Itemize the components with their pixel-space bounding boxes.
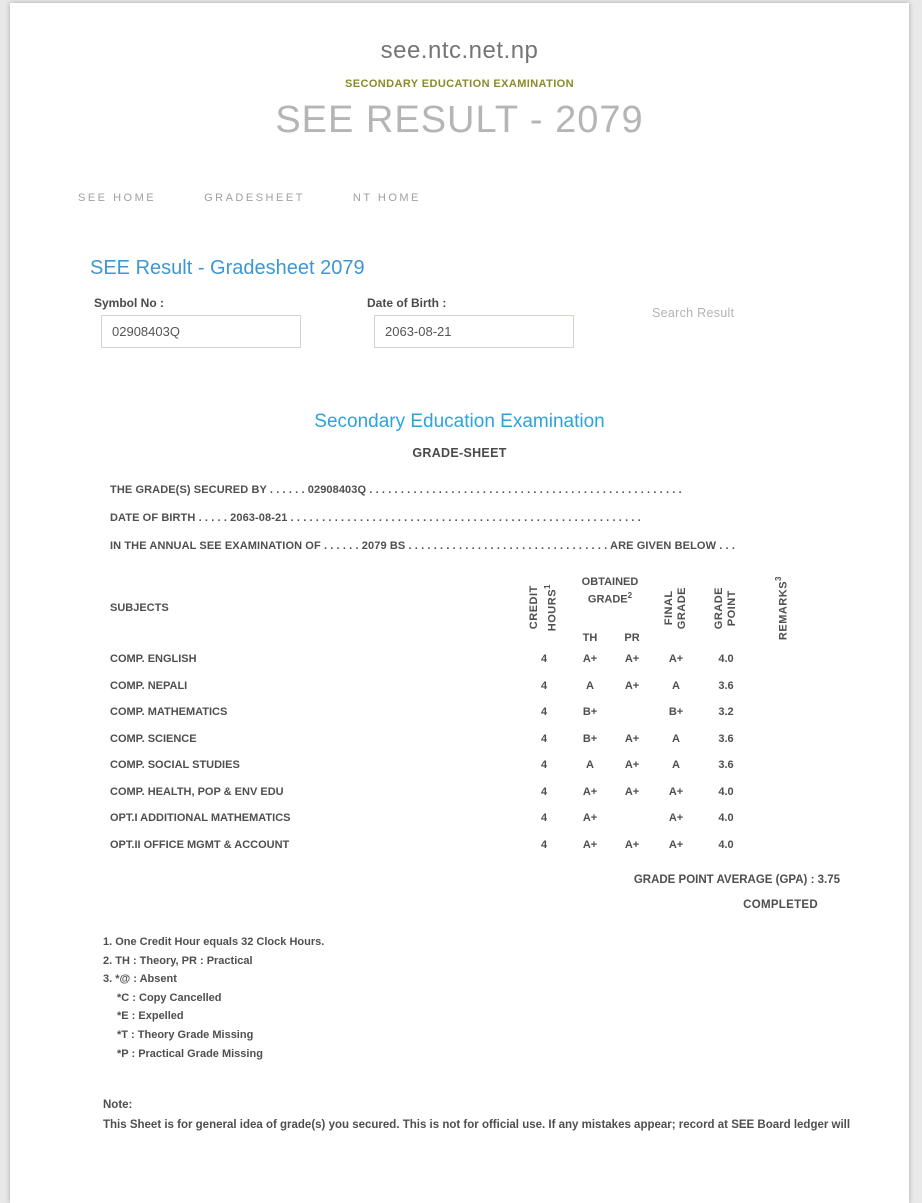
table-row	[110, 832, 810, 859]
final-cell: A+	[668, 838, 684, 851]
final-grade-header	[652, 570, 700, 646]
credit-header-line2: HOURS	[546, 589, 559, 632]
credit-header-line1: CREDIT	[528, 586, 541, 630]
gp-header-line2: POINT	[726, 589, 738, 627]
intro-line-dob: DATE OF BIRTH . . . . . 2063-08-21 . . . . . . . . . . . . . . . . . . . . . . . . . . . . . . . . . . . . . . . . . . . . . . . . . . . . . . . .	[110, 512, 641, 524]
grades-table	[110, 570, 810, 858]
main-nav	[78, 192, 909, 204]
exam-label: SECONDARY EDUCATION EXAMINATION	[345, 78, 574, 90]
search-form	[94, 296, 909, 348]
footnotes	[103, 933, 909, 1063]
obtained-grade-header	[568, 570, 652, 646]
final-cell: A+	[668, 785, 684, 798]
remarks-header-text: REMARKS	[777, 580, 790, 641]
subject-cell: COMP. NEPALI	[110, 679, 188, 692]
gp-cell: 3.6	[718, 732, 734, 745]
obtained-header-sup: 2	[627, 591, 633, 600]
credit-cell: 4	[540, 679, 548, 692]
final-header-line2: GRADE	[676, 586, 688, 630]
footnote-theory-missing: *T : Theory Grade Missing	[117, 1028, 254, 1041]
footnote-credit-hour: 1. One Credit Hour equals 32 Clock Hours.	[103, 936, 325, 948]
remarks-header-sup: 3	[773, 575, 783, 581]
nav-gradesheet[interactable]: GRADESHEET	[204, 192, 305, 204]
intro-line-exam-year: IN THE ANNUAL SEE EXAMINATION OF . . . . . . 2079 BS . . . . . . . . . . . . . . . . . . . . . . . . . . . . . . . . ARE GIVEN BELOW . . .	[110, 540, 736, 552]
footnote-practical-missing: *P : Practical Grade Missing	[117, 1047, 263, 1060]
pr-cell: A+	[624, 732, 640, 745]
pr-cell: A+	[624, 785, 640, 798]
obtained-header-line1: OBTAINED	[581, 576, 639, 588]
th-cell: A	[586, 679, 594, 692]
footnote-absent: 3. *@ : Absent	[103, 973, 177, 986]
gpa-value: GRADE POINT AVERAGE (GPA) : 3.75	[633, 874, 840, 886]
th-cell: A+	[582, 838, 598, 851]
final-cell: A+	[668, 812, 684, 825]
subject-cell: OPT.II OFFICE MGMT & ACCOUNT	[110, 838, 290, 851]
credit-cell: 4	[540, 653, 548, 666]
gradesheet-title: Secondary Education Examination	[314, 411, 605, 432]
credit-header-sup: 1	[543, 584, 553, 590]
subject-cell: COMP. SCIENCE	[110, 732, 197, 745]
table-row	[110, 646, 810, 673]
gp-cell: 4.0	[718, 785, 734, 798]
banner-title: SEE RESULT - 2079	[275, 99, 644, 141]
subject-cell: COMP. SOCIAL STUDIES	[110, 759, 240, 772]
remarks-header	[752, 570, 810, 646]
search-result-button[interactable]: Search Result	[652, 306, 735, 320]
site-header	[10, 37, 909, 142]
dob-group	[367, 296, 640, 348]
th-cell: A+	[582, 812, 598, 825]
th-cell: B+	[582, 706, 598, 719]
footnote-th-pr: 2. TH : Theory, PR : Practical	[103, 954, 253, 967]
subject-cell: COMP. ENGLISH	[110, 653, 197, 666]
table-row	[110, 673, 810, 700]
credit-cell: 4	[540, 706, 548, 719]
note-text: This Sheet is for general idea of grade(s) you secured. This is not for official use. If any mistakes appear; record at SEE Board ledger will	[103, 1119, 851, 1132]
note-label: Note:	[103, 1099, 133, 1112]
disclaimer-note	[103, 1099, 893, 1131]
gp-cell: 3.6	[718, 679, 734, 692]
th-header: TH	[582, 632, 598, 644]
th-cell: A+	[582, 653, 598, 666]
site-title: see.ntc.net.np	[380, 37, 539, 64]
dob-input[interactable]	[374, 315, 574, 348]
gp-cell: 3.2	[718, 706, 734, 719]
footnote-copy-cancelled: *C : Copy Cancelled	[117, 991, 222, 1004]
pr-cell: A+	[624, 653, 640, 666]
subject-cell: COMP. HEALTH, POP & ENV EDU	[110, 785, 284, 798]
page-title: SEE Result - Gradesheet 2079	[90, 257, 365, 279]
gp-header-line1: GRADE	[713, 586, 725, 630]
credit-cell: 4	[540, 759, 548, 772]
gp-cell: 4.0	[718, 812, 734, 825]
th-cell: A+	[582, 785, 598, 798]
pr-cell: A+	[624, 679, 640, 692]
nav-nt-home[interactable]: NT HOME	[352, 192, 421, 204]
gp-cell: 4.0	[718, 653, 734, 666]
gradesheet-subtitle: GRADE-SHEET	[412, 446, 507, 460]
table-row	[110, 752, 810, 779]
table-row	[110, 726, 810, 753]
th-cell: B+	[582, 732, 598, 745]
final-cell: A	[672, 679, 680, 692]
credit-hours-header	[520, 570, 568, 646]
gp-cell: 3.6	[718, 759, 734, 772]
nav-see-home[interactable]: SEE HOME	[78, 192, 157, 204]
final-cell: A+	[668, 653, 684, 666]
gp-cell: 4.0	[718, 838, 734, 851]
symbol-no-input[interactable]	[101, 315, 301, 348]
final-cell: A	[672, 759, 680, 772]
final-cell: A	[672, 732, 680, 745]
intro-line-secured-by: THE GRADE(S) SECURED BY . . . . . . 02908403Q . . . . . . . . . . . . . . . . . . . . . . . . . . . . . . . . . . . . . . . . . . . . . . . . . .	[110, 484, 682, 496]
symbol-no-group	[94, 296, 367, 348]
subject-cell: OPT.I ADDITIONAL MATHEMATICS	[110, 812, 291, 825]
final-header-line1: FINAL	[663, 590, 675, 626]
pr-cell: A+	[624, 838, 640, 851]
page-card	[10, 3, 909, 1203]
gradesheet-intro	[110, 476, 830, 560]
credit-cell: 4	[540, 732, 548, 745]
credit-cell: 4	[540, 812, 548, 825]
obtained-header-line2: GRADE	[587, 593, 628, 606]
table-row	[110, 779, 810, 806]
symbol-no-label: Symbol No :	[94, 296, 165, 310]
credit-cell: 4	[540, 785, 548, 798]
subject-cell: COMP. MATHEMATICS	[110, 706, 228, 719]
credit-cell: 4	[540, 838, 548, 851]
dob-label: Date of Birth :	[367, 296, 447, 310]
footnote-expelled: *E : Expelled	[117, 1010, 184, 1023]
pr-header: PR	[624, 632, 640, 644]
final-cell: B+	[668, 706, 684, 719]
table-header-row	[110, 570, 810, 646]
table-row	[110, 805, 810, 832]
subjects-header: SUBJECTS	[110, 602, 169, 614]
status-badge: COMPLETED	[743, 899, 818, 911]
pr-cell: A+	[624, 759, 640, 772]
grade-point-header	[700, 570, 752, 646]
th-cell: A	[586, 759, 594, 772]
table-row	[110, 699, 810, 726]
result-summary	[110, 874, 840, 911]
